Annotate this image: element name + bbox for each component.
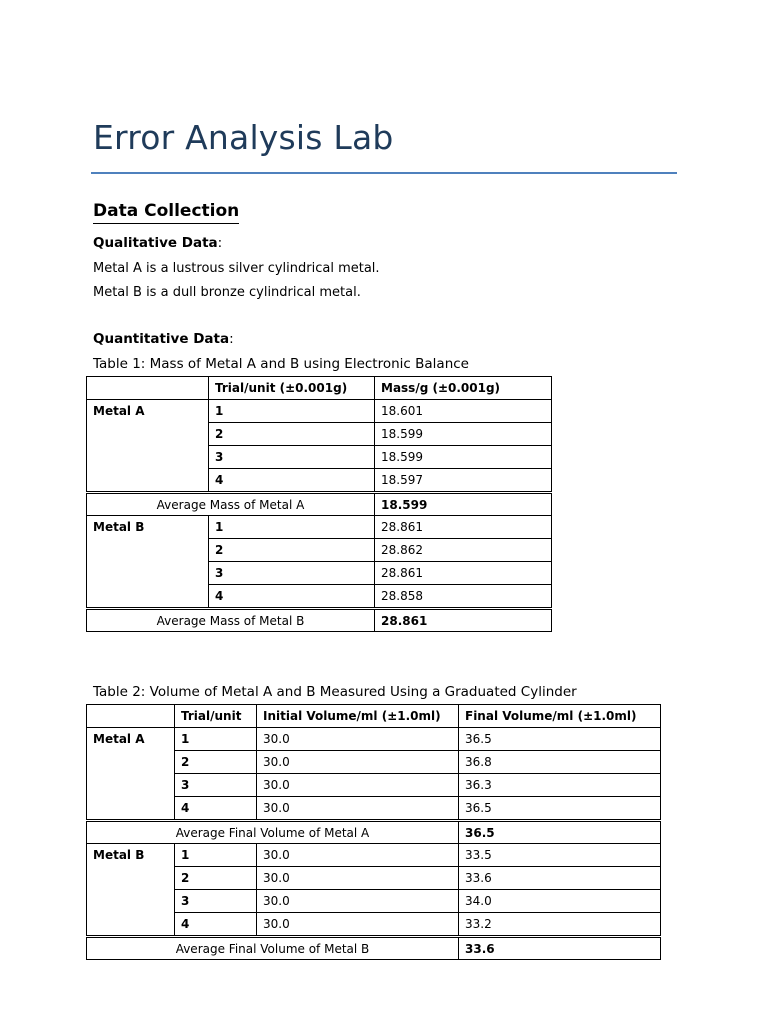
final-volume-cell: 33.2 [459,913,661,937]
average-row [87,609,552,632]
group-label: Metal B [87,844,175,937]
mass-cell: 28.862 [375,539,552,562]
table-row [87,844,661,867]
trial-cell: 2 [209,539,375,562]
initial-volume-cell: 30.0 [257,867,459,890]
trial-cell: 1 [209,400,375,423]
final-volume-cell: 36.3 [459,774,661,797]
initial-volume-cell: 30.0 [257,774,459,797]
average-value: 18.599 [375,493,552,516]
initial-volume-cell: 30.0 [257,728,459,751]
group-label: Metal A [87,400,209,493]
quantitative-heading-colon: : [229,331,234,347]
table1-header-row [87,377,552,400]
final-volume-cell: 36.5 [459,728,661,751]
table1-header-cell: Trial/unit (±0.001g) [209,377,375,400]
average-row [87,493,552,516]
qualitative-line-2: Metal B is a dull bronze cylindrical metal. [93,285,361,300]
mass-cell: 28.861 [375,562,552,585]
average-row [87,821,661,844]
qualitative-line-1: Metal A is a lustrous silver cylindrical metal. [93,261,380,276]
mass-cell: 18.599 [375,446,552,469]
table2-header-cell: Trial/unit [175,705,257,728]
final-volume-cell: 36.5 [459,797,661,821]
initial-volume-cell: 30.0 [257,913,459,937]
table1-header-cell: Mass/g (±0.001g) [375,377,552,400]
mass-cell: 18.599 [375,423,552,446]
average-value: 33.6 [459,937,661,960]
table2-header-row [87,705,661,728]
quantitative-heading [93,331,234,347]
final-volume-cell: 36.8 [459,751,661,774]
table-row [87,400,552,423]
mass-cell: 28.858 [375,585,552,609]
mass-cell: 28.861 [375,516,552,539]
trial-cell: 4 [175,913,257,937]
trial-cell: 3 [209,446,375,469]
mass-cell: 18.601 [375,400,552,423]
initial-volume-cell: 30.0 [257,797,459,821]
table2-header-cell: Final Volume/ml (±1.0ml) [459,705,661,728]
average-label: Average Final Volume of Metal A [87,821,459,844]
page-title: Error Analysis Lab [93,118,394,157]
table2-header-cell [87,705,175,728]
group-label: Metal B [87,516,209,609]
initial-volume-cell: 30.0 [257,844,459,867]
qualitative-heading-colon: : [217,235,223,251]
average-label: Average Mass of Metal B [87,609,375,632]
title-divider [91,172,677,174]
average-row [87,937,661,960]
group-label: Metal A [87,728,175,821]
final-volume-cell: 33.5 [459,844,661,867]
section-heading: Data Collection [93,201,239,224]
table2 [86,704,661,960]
table-row [87,728,661,751]
average-value: 36.5 [459,821,661,844]
trial-cell: 1 [209,516,375,539]
initial-volume-cell: 30.0 [257,890,459,913]
table1-caption: Table 1: Mass of Metal A and B using Electronic Balance [93,356,469,372]
trial-cell: 2 [209,423,375,446]
trial-cell: 1 [175,728,257,751]
final-volume-cell: 34.0 [459,890,661,913]
trial-cell: 4 [209,469,375,493]
average-label: Average Mass of Metal A [87,493,375,516]
trial-cell: 2 [175,867,257,890]
initial-volume-cell: 30.0 [257,751,459,774]
average-label: Average Final Volume of Metal B [87,937,459,960]
table2-header-cell: Initial Volume/ml (±1.0ml) [257,705,459,728]
trial-cell: 3 [209,562,375,585]
trial-cell: 2 [175,751,257,774]
trial-cell: 1 [175,844,257,867]
final-volume-cell: 33.6 [459,867,661,890]
table2-caption: Table 2: Volume of Metal A and B Measured Using a Graduated Cylinder [93,684,577,700]
quantitative-heading-text: Quantitative Data [93,331,230,347]
qualitative-heading [93,235,222,251]
trial-cell: 3 [175,890,257,913]
mass-cell: 18.597 [375,469,552,493]
table1-header-cell [87,377,209,400]
trial-cell: 4 [209,585,375,609]
trial-cell: 3 [175,774,257,797]
table1 [86,376,552,632]
qualitative-heading-text: Qualitative Data [93,235,218,251]
average-value: 28.861 [375,609,552,632]
table-row [87,516,552,539]
trial-cell: 4 [175,797,257,821]
